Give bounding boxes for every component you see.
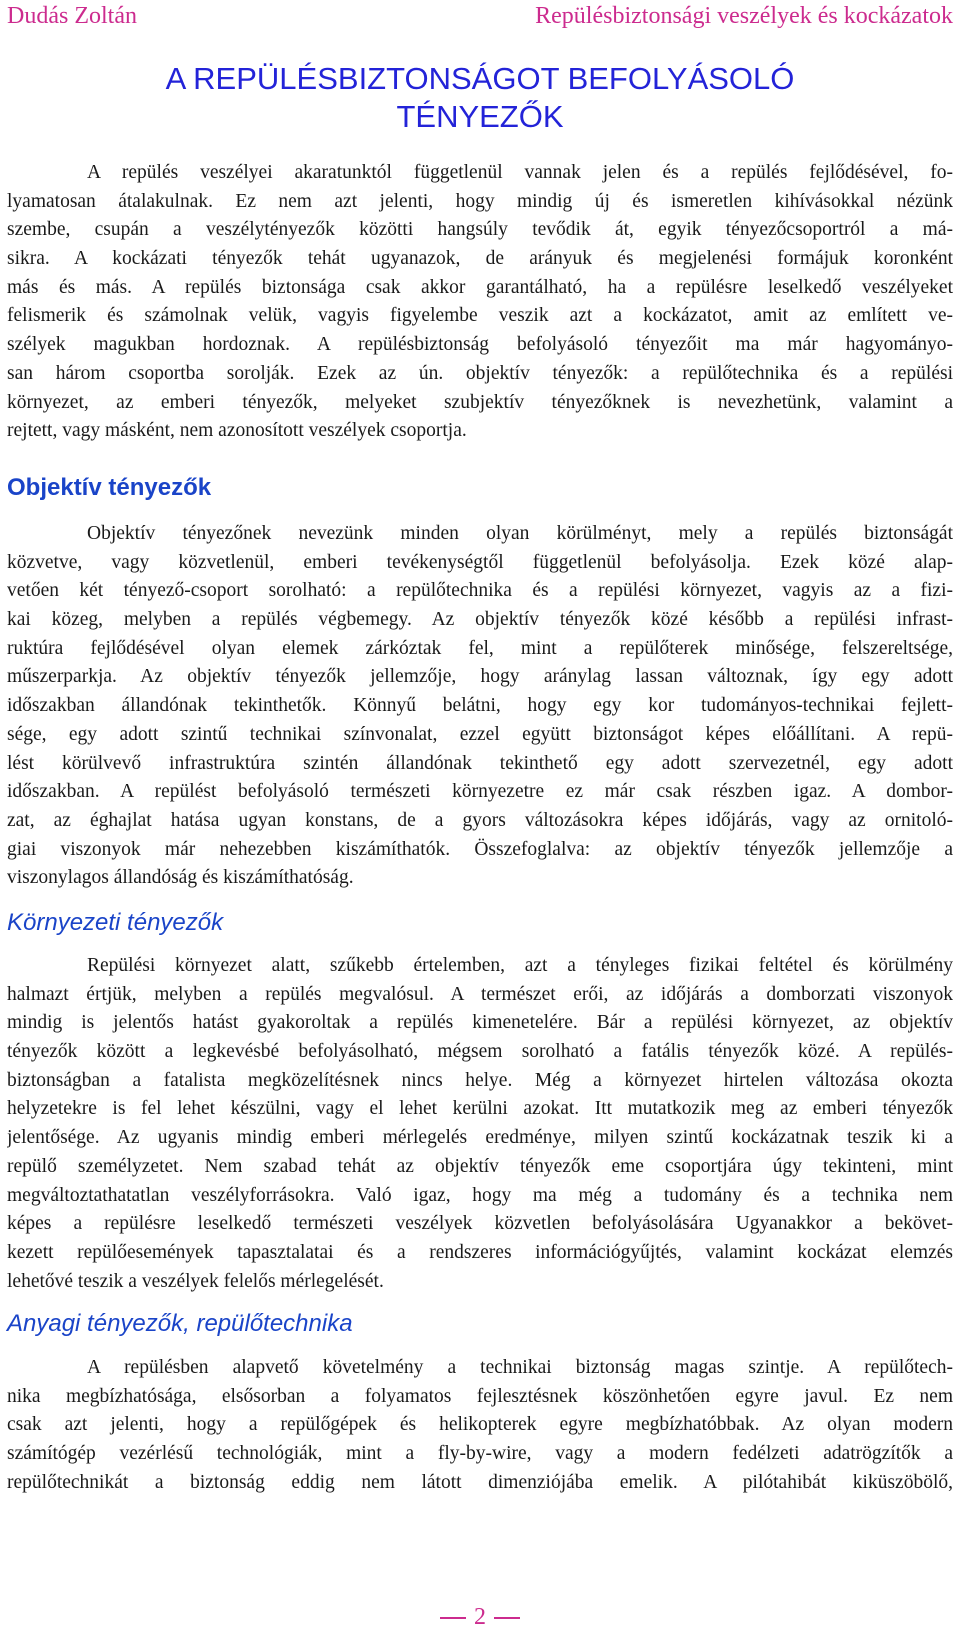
text-line: repülő személyzetet. Nem szabad tehát az objektív tényezők eme csoportjára úgy tekinteni, mint bbox=[7, 1155, 953, 1177]
text-line: repülőtechnikát a biztonság eddig nem látott dimenziójába emelik. A pilótahibát kiküszöbölő, bbox=[7, 1471, 953, 1493]
running-header bbox=[7, 2, 953, 30]
section-environment-paragraph bbox=[7, 952, 953, 1296]
text-line: biztonságban a fatalista megközelítésnek nincs helye. Még a környezet hirtelen változása okozta bbox=[7, 1069, 953, 1091]
page-number-footer bbox=[0, 1604, 960, 1631]
text-line: halmazt értjük, melyben a repülés megvalósul. A természet erői, az időjárás a domborzati viszonyok bbox=[7, 983, 953, 1005]
text-line: közvetve, vagy közvetlenül, emberi tevékenységtől függetlenül befolyásolja. Ezek közé alap- bbox=[7, 551, 953, 573]
text-line: kai közeg, melyben a repülés végbemegy. Az objektív tényezők közé később a repülési infrast- bbox=[7, 609, 953, 631]
text-line: tényezők között a legkevésbé befolyásolható, mégsem sorolható a fatális tényezők közé. A repülés- bbox=[7, 1041, 953, 1063]
text-line: san három csoportba sorolják. Ezek az ún. objektív tényezők: a repülőtechnika és a repülési bbox=[7, 362, 953, 384]
page-number-dash-right bbox=[494, 1617, 520, 1619]
text-line: felismerik és számolnak velük, vagyis figyelembe veszik azt a kockázatot, amit az említett ve- bbox=[7, 305, 953, 327]
text-line: számítógép vezérlésű technológiák, mint a fly-by-wire, vagy a modern fedélzeti adatrögzítők a bbox=[7, 1443, 953, 1465]
text-line: lyamatosan átalakulnak. Ez nem azt jelenti, hogy mindig új és ismeretlen kihívásokkal nézünk bbox=[7, 190, 953, 212]
text-line: rejtett, vagy másként, nem azonosított veszélyek csoportja. bbox=[7, 420, 467, 442]
chapter-title-line1: A REPÜLÉSBIZTONSÁGOT BEFOLYÁSOLÓ bbox=[165, 61, 795, 96]
text-line: nika megbízhatósága, elsősorban a folyamatos fejlesztésnek köszönhetően egyre javul. Ez nem bbox=[7, 1385, 953, 1407]
chapter-title-line2: TÉNYEZŐK bbox=[396, 99, 564, 134]
text-line: időszakban állandónak tekinthetők. Könnyű belátni, hogy egy kor tudományos-technikai fejlett- bbox=[7, 695, 953, 717]
section-heading-objective: Objektív tényezők bbox=[7, 474, 212, 501]
text-line: vetően két tényező-csoport sorolható: a repülőtechnika és a repülési környezet, vagyis az a fizi- bbox=[7, 580, 953, 602]
text-line: környezet, az emberi tényezők, melyeket szubjektív tényezőknek is nevezhetünk, valamint a bbox=[7, 391, 953, 413]
text-line: ruktúra fejlődésével olyan elemek zárkóztak fel, mint a repülőterek minősége, felszereltsége, bbox=[7, 637, 953, 659]
text-line: kezett repülőesemények tapasztalatai és a rendszeres információgyűjtés, valamint kockázat elemzés bbox=[7, 1241, 953, 1263]
section-objective-paragraph bbox=[7, 520, 953, 893]
text-line: időszakban. A repülést befolyásoló természeti környezetre ez már csak részben igaz. A dombor- bbox=[7, 781, 953, 803]
text-line: sége, egy adott szintű technikai színvonalat, ezzel együtt biztonságot képes előállítani. A repü- bbox=[7, 723, 953, 745]
text-line: megváltoztathatatlan veszélyforrásokra. Való igaz, hogy ma még a tudomány és a technika nem bbox=[7, 1184, 953, 1206]
section-heading-material: Anyagi tényezők, repülőtechnika bbox=[7, 1310, 353, 1337]
text-line: A repülés veszélyei akaratunktól függetlenül vannak jelen és a repülés fejlődésével, fo- bbox=[87, 162, 953, 183]
text-line: csak azt jelenti, hogy a repülőgépek és helikopterek egyre megbízhatóbbak. Az olyan modern bbox=[7, 1414, 953, 1436]
text-line: képes a repülésre leselkedő természeti veszélyek közvetlen befolyásolására Ugyanakkor a bekövet- bbox=[7, 1213, 953, 1235]
text-line: műszerparkja. Az objektív tényezők jellemzője, hogy aránylag lassan változnak, így egy adott bbox=[7, 666, 953, 688]
section-heading-environment: Környezeti tényezők bbox=[7, 909, 224, 936]
text-line: mindig is jelentős hatást gyakoroltak a repülés kimenetelére. Bár a repülési környezet, az objektív bbox=[7, 1012, 953, 1034]
header-author: Dudás Zoltán bbox=[7, 2, 137, 29]
text-line: giai viszonyok már nehezebben kiszámíthatók. Összefoglalva: az objektív tényezők jellemzője a bbox=[7, 838, 953, 860]
text-line: más és más. A repülés biztonsága csak akkor garantálható, ha a repülésre leselkedő veszélyeket bbox=[7, 276, 953, 298]
text-line: szélyek magukban hordoznak. A repülésbiztonság befolyásoló tényezőit ma már hagyományo- bbox=[7, 334, 953, 356]
intro-paragraph bbox=[7, 159, 953, 446]
text-line: szembe, csupán a veszélytényezők közötti hangsúly tevődik át, egyik tényezőcsoportról a má- bbox=[7, 219, 953, 241]
chapter-title bbox=[0, 60, 960, 136]
page-number-dash-left bbox=[440, 1617, 466, 1619]
text-line: A repülésben alapvető követelmény a technikai biztonság magas szintje. A repülőtech- bbox=[87, 1357, 953, 1378]
text-line: zat, az éghajlat hatása ugyan konstans, de a gyors változásokra képes időjárás, vagy az ornitoló- bbox=[7, 809, 953, 831]
page-number: 2 bbox=[474, 1604, 486, 1630]
text-line: lehetővé teszik a veszélyek felelős mérlegelését. bbox=[7, 1270, 384, 1292]
text-line: viszonylagos állandóság és kiszámíthatóság. bbox=[7, 867, 354, 889]
text-line: helyzetekre is fel lehet készülni, vagy el lehet kerülni azokat. Itt mutatkozik meg az emberi tényezők bbox=[7, 1098, 953, 1120]
text-line: lést körülvevő infrastruktúra szintén állandónak tekinthető egy adott szervezetnél, egy adott bbox=[7, 752, 953, 774]
section-material-paragraph bbox=[7, 1354, 953, 1497]
text-line: Repülési környezet alatt, szűkebb értelemben, azt a tényleges fizikai feltétel és körülmény bbox=[87, 955, 953, 976]
text-line: Objektív tényezőnek nevezünk minden olyan körülményt, mely a repülés biztonságát bbox=[87, 523, 953, 544]
text-line: sikra. A kockázati tényezők tehát ugyanazok, de arányuk és megjelenési formájuk koronként bbox=[7, 248, 953, 270]
header-book-title: Repülésbiztonsági veszélyek és kockázatok bbox=[535, 2, 953, 29]
text-line: jelentősége. Az ugyanis mindig emberi mérlegelés eredménye, milyen szintű kockázatnak teszik ki a bbox=[7, 1127, 953, 1149]
